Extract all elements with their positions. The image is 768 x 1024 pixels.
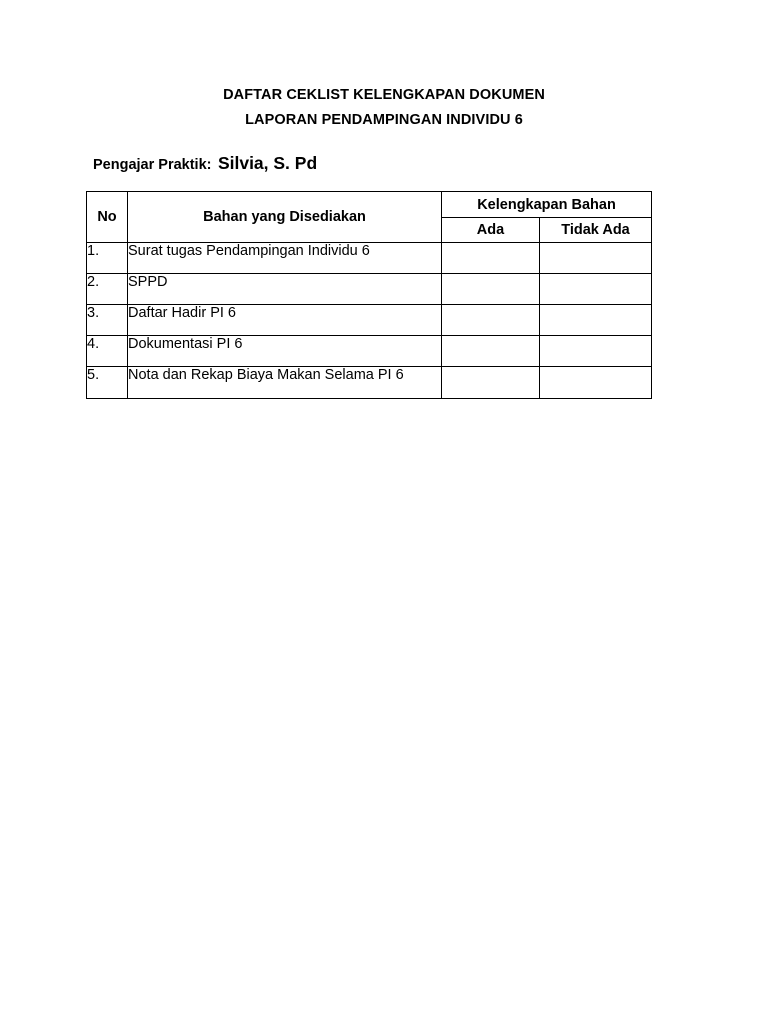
row-tidak-ada-cell [540, 243, 652, 274]
document-subtitle: LAPORAN PENDAMPINGAN INDIVIDU 6 [245, 112, 523, 128]
row-ada-cell [442, 274, 540, 305]
header-completeness: Kelengkapan Bahan [442, 192, 652, 218]
row-tidak-ada-cell [540, 367, 652, 399]
checklist-table [86, 191, 652, 399]
document-title: DAFTAR CEKLIST KELENGKAPAN DOKUMEN [223, 87, 545, 103]
table-row [87, 274, 652, 305]
row-number: 5. [87, 367, 128, 399]
row-ada-cell [442, 305, 540, 336]
row-ada-cell [442, 243, 540, 274]
row-tidak-ada-cell [540, 274, 652, 305]
header-material: Bahan yang Disediakan [128, 192, 442, 243]
row-number: 2. [87, 274, 128, 305]
teacher-line [93, 153, 317, 174]
row-number: 3. [87, 305, 128, 336]
table-row [87, 367, 652, 399]
row-ada-cell [442, 336, 540, 367]
table-row [87, 336, 652, 367]
row-ada-cell [442, 367, 540, 399]
table-row [87, 305, 652, 336]
header-available: Ada [442, 218, 540, 243]
row-item: Surat tugas Pendampingan Individu 6 [128, 243, 442, 274]
row-item: Dokumentasi PI 6 [128, 336, 442, 367]
row-item: Nota dan Rekap Biaya Makan Selama PI 6 [128, 367, 442, 399]
table-row [87, 243, 652, 274]
row-number: 4. [87, 336, 128, 367]
row-tidak-ada-cell [540, 336, 652, 367]
row-item: SPPD [128, 274, 442, 305]
header-no: No [87, 192, 128, 243]
row-tidak-ada-cell [540, 305, 652, 336]
header-not-available: Tidak Ada [540, 218, 652, 243]
table-header-row [87, 192, 652, 218]
teacher-label: Pengajar Praktik: [93, 157, 212, 173]
row-item: Daftar Hadir PI 6 [128, 305, 442, 336]
row-number: 1. [87, 243, 128, 274]
teacher-name: Silvia, S. Pd [217, 153, 318, 173]
